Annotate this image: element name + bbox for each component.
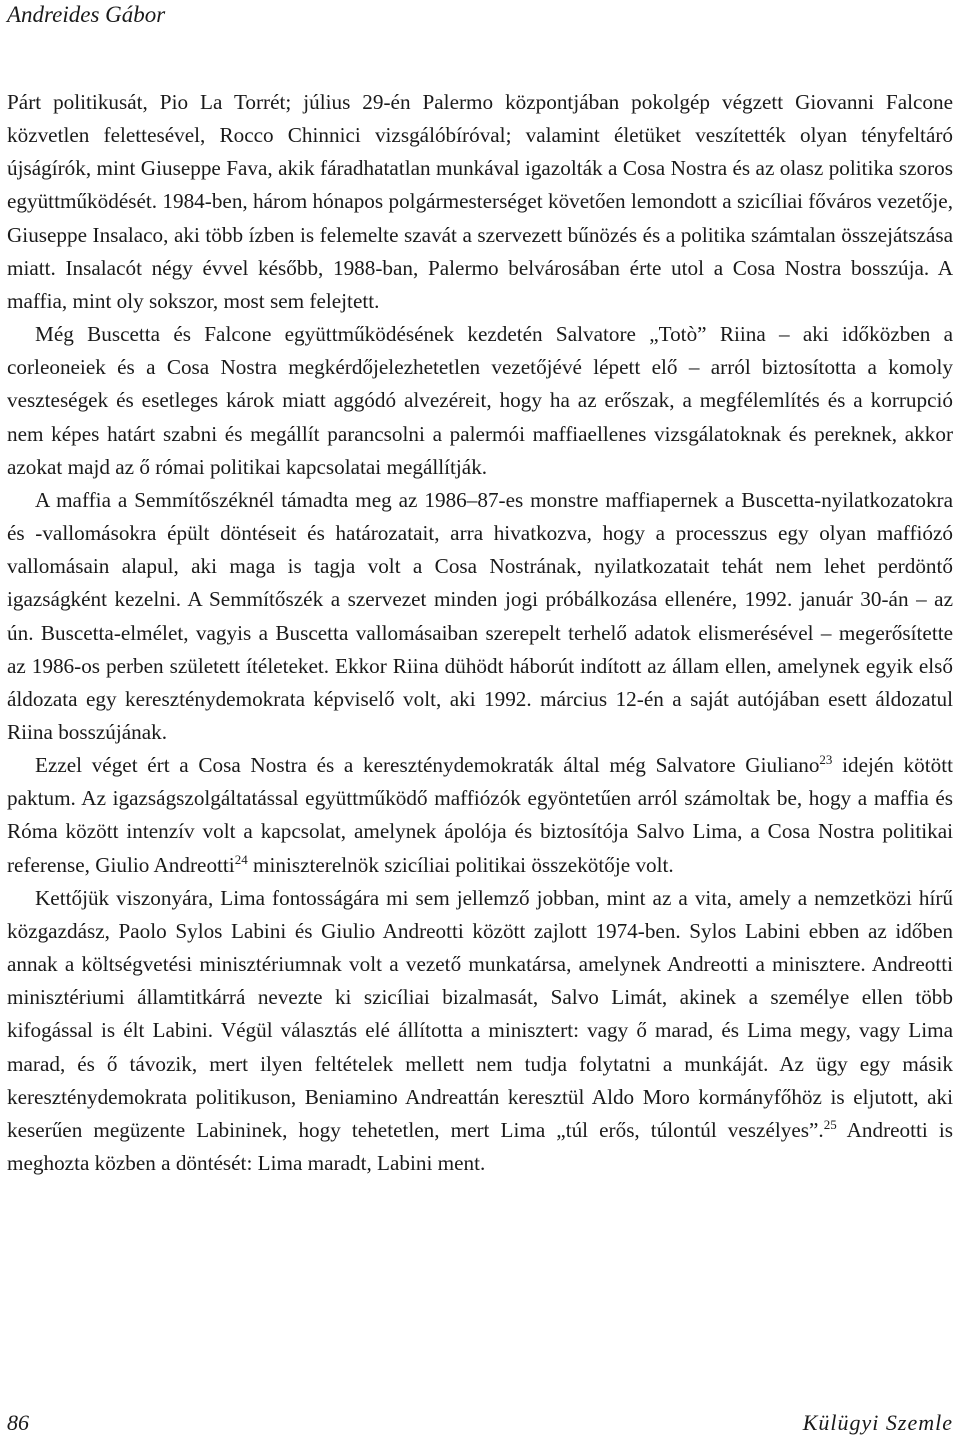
- page-number: 86: [7, 1410, 29, 1435]
- footnote-ref-25[interactable]: 25: [823, 1116, 837, 1132]
- paragraph-4: [7, 749, 953, 882]
- paragraph-1: Párt politikusát, Pio La Torrét; július 29-én Palermo központjában pokolgép végzett Giovanni Falcone közvetlen felettesével, Rocco Chinnici vizsgálóbíróval; valamint életüket veszítették olyan tényfeltáró újságírók, mint Giuseppe Fava, akik fáradhatatlan munkával igazolták a Cosa Nostra és az olasz politika szoros együttműködését. 1984-ben, három hónapos polgármesterséget követően lemondott a szicíliai főváros vezetője, Giuseppe Insalaco, aki több ízben is felemelte szavát a szervezett bűnözés és a politika számtalan összejátszása miatt. Insalacót négy évvel később, 1988-ban, Palermo belvárosában érte utol a Cosa Nostra bosszúja. A maffia, mint oly sokszor, most sem felejtett.: [7, 90, 953, 313]
- paragraph-4-text-c: miniszterelnök szicíliai politikai összekötője volt.: [247, 852, 674, 877]
- article-body: [7, 86, 953, 1180]
- footnote-ref-23[interactable]: 23: [819, 752, 833, 768]
- page-footer: [7, 1409, 953, 1437]
- paragraph-3: A maffia a Semmítőszéknél támadta meg az 1986–87-es monstre maffiapernek a Buscetta-nyilatkozatokra és -vallomásokra épült döntéseit és határozatait, arra hivatkozva, hogy a processzus egy olyan maffiózó vallomásain alapul, aki maga is tagja volt a Cosa Nostrának, nyilatkozatait tehát nem lehet perdöntő igazságként kezelni. A Semmítőszék a szervezet minden jogi próbálkozása ellenére, 1992. január 30-án – az ún. Buscetta-elmélet, vagyis a Buscetta vallomásaiban szerepelt terhelő adatok elismerésével – megerősítette az 1986-os perben született ítéleteket. Ekkor Riina dühödt háborút indított az állam ellen, amelynek egyik első áldozata egy kereszténydemokrata képviselő volt, aki 1992. március 12-én a saját autójában esett áldozatul Riina bosszújának.: [7, 487, 953, 744]
- paragraph-4-text-b: idején kötött paktum. Az igazságszolgáltatással együttműködő maffiózók egyöntetűen arról számoltak be, hogy a maffia és Róma között intenzív volt a kapcsolat, amelynek ápolója és biztosítója Salvo Lima, a Cosa Nostra politikai referense, Giulio Andreotti: [7, 753, 953, 877]
- paragraph-5-text-a: Kettőjük viszonyára, Lima fontosságára mi sem jellemző jobban, mint az a vita, amely a nemzetközi hírű közgazdász, Paolo Sylos Labini és Giulio Andreotti között zajlott 1974-ben. Sylos Labini ebben az időben annak a költségvetési minisztériumnak volt a vezető munkatársa, amelynek Andreotti a minisztere. Andreotti minisztériumi államtitkárrá nevezte ki szicíliai bizalmasát, Salvo Limát, akinek a személye ellen több kifogással is élt Labini. Végül választás elé állította a minisztert: vagy ő marad, és Lima megy, vagy Lima marad, és ő távozik, mert ilyen feltételek mellett nem tudja folytatni a munkáját. Az ügy egy másik kereszténydemokrata politikuson, Beniamino Andreattán keresztül Aldo Moro kormányfőhöz is eljutott, aki keserűen megüzente Labininek, hogy tehetetlen, mert Lima „túl erős, túlontúl veszélyes”.: [7, 885, 953, 1142]
- paragraph-5: [7, 882, 953, 1180]
- paragraph-5-text-b: Andreotti is meghozta közben a döntését: Lima maradt, Labini ment.: [7, 1117, 953, 1175]
- journal-title: Külügyi Szemle: [802, 1410, 953, 1435]
- running-head-author: Andreides Gábor: [7, 2, 166, 27]
- paragraph-2: Még Buscetta és Falcone együttműködésének kezdetén Salvatore „Totò” Riina – aki időközben a corleoneiek és a Cosa Nostra megkérdőjelezhetetlen vezetőjévé lépett elő – arról biztosította a komoly veszteségek és esetleges károk miatt aggódó alvezéreit, hogy ha az erőszak, a megfélemlítés és a korrupció nem képes határt szabni és megállít parancsolni a palermói maffiaellenes vizsgálatoknak és pereknek, akkor azokat majd az ő római politikai kapcsolatai megállítják.: [7, 322, 953, 479]
- paragraph-4-text-a: Ezzel véget ért a Cosa Nostra és a kereszténydemokraták által még Salvatore Giuliano: [35, 753, 820, 778]
- footnote-ref-24[interactable]: 24: [234, 851, 248, 867]
